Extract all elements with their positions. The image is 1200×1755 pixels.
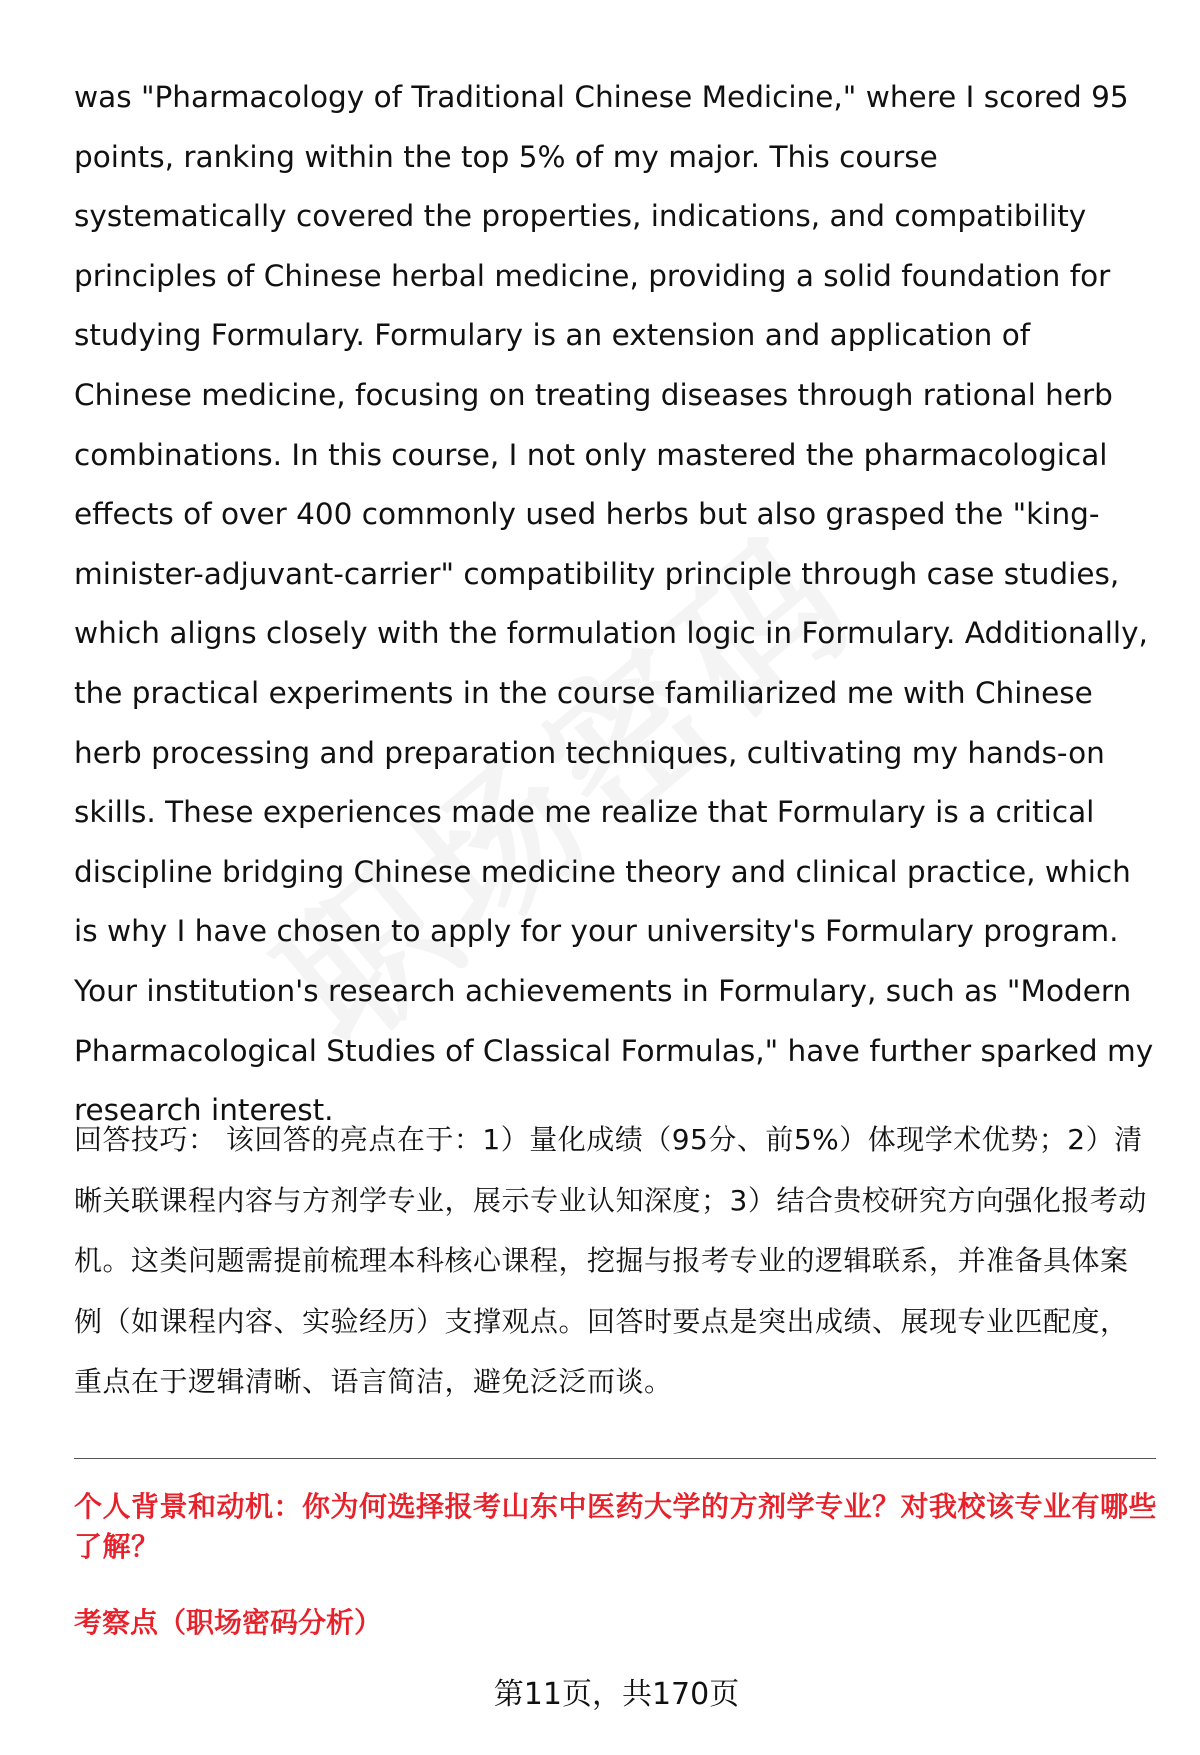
answer-tips: 回答技巧： 该回答的亮点在于：1）量化成绩（95分、前5%）体现学术优势；2）清晰关联课程内容与方剂学专业，展示专业认知深度；3）结合贵校研究方向强化报考动机。这类问题需提前梳理本科核心课程，挖掘与报考专业的逻辑联系，并准备具体案例（如课程内容、实验经历）支撑观点。回答时要点是突出成绩、展现专业匹配度，重点在于逻辑清晰、语言简洁，避免泛泛而谈。	[74, 1123, 1147, 1398]
answer-paragraph: was "Pharmacology of Traditional Chinese Medicine," where I scored 95 points, ranking within the top 5% of my major. This course systematically covered the properties, indications, and compatibility principles of Chinese herbal medicine, providing a solid foundation for studying Formulary. Formulary is an extension and application of Chinese medicine, focusing on treating diseases through rational herb combinations. In this course, I not only mastered the pharmacological effects of over 400 commonly used herbs but also grasped the "king-minister-adjuvant-carrier" compatibility principle through case studies, which aligns closely with the formulation logic in Formulary. Additionally, the practical experiments in the course familiarized me with Chinese herb processing and preparation techniques, cultivating my hands-on skills. These experiences made me realize that Formulary is a critical discipline bridging Chinese medicine theory and clinical practice, which is why I have chosen to apply for your university's Formulary program. Your institution's research achievements in Formulary, such as "Modern Pharmacological Studies of Classical Formulas," have further sparked my research interest.	[74, 80, 1154, 1128]
assessment-heading: 考察点（职场密码分析）	[74, 1606, 383, 1639]
page-indicator: 第11页，共170页	[493, 1677, 740, 1712]
next-question-heading: 个人背景和动机：你为何选择报考山东中医药大学的方剂学专业？对我校该专业有哪些了解？	[74, 1490, 1158, 1563]
section-divider	[74, 1458, 1156, 1459]
